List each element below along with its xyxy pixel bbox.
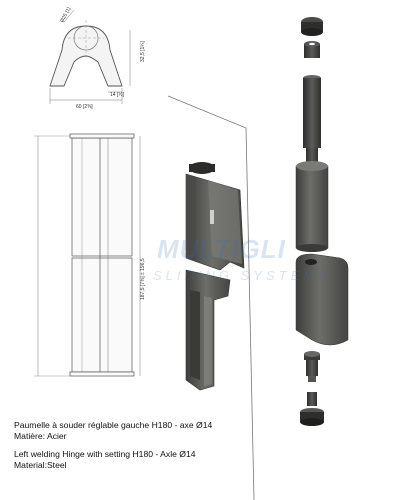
- caption-en-title: Left welding Hinge with setting H180 - Axle Ø14: [14, 449, 196, 459]
- hinge-assembled: [186, 162, 244, 390]
- caption-en-material: Material:Steel: [14, 460, 67, 470]
- hinge-elevation: [34, 134, 146, 376]
- caption-english: [14, 449, 196, 471]
- caption-french: [14, 420, 212, 442]
- dim-width: 60 [2⅜]: [76, 104, 93, 110]
- dim-flange: 14 [½]: [110, 92, 124, 98]
- dim-diameter: Ø25 [1]: [59, 6, 73, 24]
- hinge-exploded: [296, 17, 348, 426]
- dim-height-profile: 32,5 [1¼]: [140, 41, 146, 62]
- profile-section: [50, 6, 146, 110]
- caption-fr-material: Matière: Acier: [14, 431, 67, 441]
- dim-overall-height: 187,5 [7⅜] ± 196,5: [140, 258, 146, 300]
- caption-fr-title: Paumelle à souder réglable gauche H180 - axe Ø14: [14, 420, 213, 430]
- watermark-subtitle: SLIDING SYSTEMS: [153, 268, 331, 283]
